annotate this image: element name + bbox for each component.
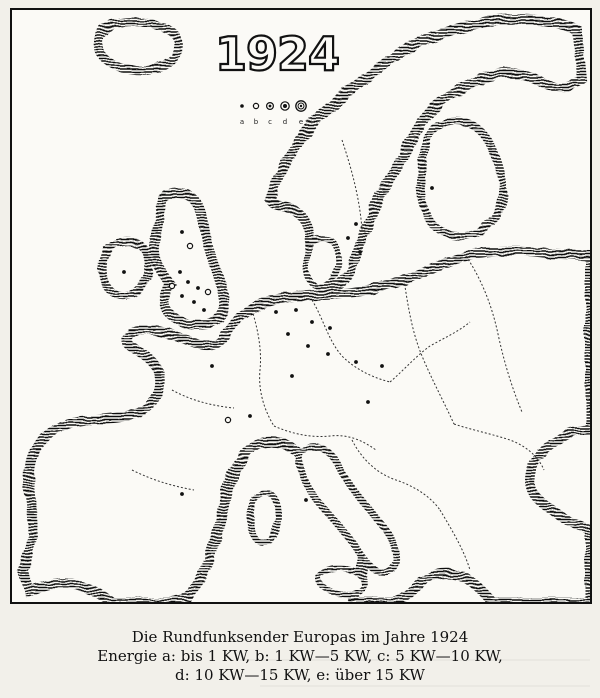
station-marker-a	[354, 222, 358, 226]
year-title-text: 1924	[214, 27, 340, 81]
station-marker-b	[225, 417, 230, 422]
station-marker-a	[274, 310, 278, 314]
legend-label-e: e	[298, 118, 304, 126]
station-marker-a	[430, 186, 434, 190]
great-britain	[154, 193, 225, 324]
legend-label-b: b	[253, 118, 259, 126]
caption-energy-line-2: d: 10 KW—15 KW, e: über 15 KW	[175, 666, 425, 684]
station-marker-a	[310, 320, 314, 324]
denmark	[306, 239, 339, 287]
iceland	[98, 22, 179, 71]
station-marker-b	[205, 289, 210, 294]
sardinia	[250, 493, 279, 542]
legend-label-a: a	[239, 118, 245, 126]
station-marker-a	[122, 270, 126, 274]
station-marker-a	[328, 326, 332, 330]
station-marker-a	[180, 230, 184, 234]
legend	[234, 96, 314, 130]
legend-symbol-d	[281, 102, 289, 110]
map-frame	[10, 8, 592, 604]
caption-energy-line-1: Energie a: bis 1 KW, b: 1 KW—5 KW, c: 5 KW—10 KW,	[97, 647, 503, 665]
station-marker-a	[294, 308, 298, 312]
station-marker-a	[180, 294, 184, 298]
station-marker-a	[178, 270, 182, 274]
station-marker-a	[196, 286, 200, 290]
finland	[420, 121, 503, 236]
station-marker-a	[210, 364, 214, 368]
legend-label-d: d	[282, 118, 288, 126]
continent	[22, 251, 590, 602]
legend-symbols	[240, 101, 306, 111]
legend-label-c: c	[268, 118, 272, 126]
station-marker-a	[180, 492, 184, 496]
station-marker-a	[186, 280, 190, 284]
station-marker-a	[354, 360, 358, 364]
station-marker-a	[366, 400, 370, 404]
map-caption	[0, 628, 600, 685]
station-marker-a	[326, 352, 330, 356]
station-marker-a	[346, 236, 350, 240]
ireland	[102, 241, 149, 295]
sicily	[318, 568, 365, 594]
station-marker-a	[192, 300, 196, 304]
station-marker-a	[358, 250, 362, 254]
station-marker-a	[290, 374, 294, 378]
station-marker-a	[306, 344, 310, 348]
year-title	[212, 22, 342, 82]
legend-symbol-b	[253, 103, 258, 108]
station-marker-a	[304, 498, 308, 502]
legend-symbol-c	[267, 103, 274, 110]
station-marker-b	[169, 283, 174, 288]
station-marker-b	[187, 243, 192, 248]
caption-title: Die Rundfunksender Europas im Jahre 1924	[131, 628, 469, 646]
legend-symbol-e	[296, 101, 306, 111]
station-marker-a	[248, 414, 252, 418]
station-marker-a	[202, 308, 206, 312]
legend-symbol-a	[240, 104, 244, 108]
station-marker-a	[286, 332, 290, 336]
station-marker-a	[380, 364, 384, 368]
